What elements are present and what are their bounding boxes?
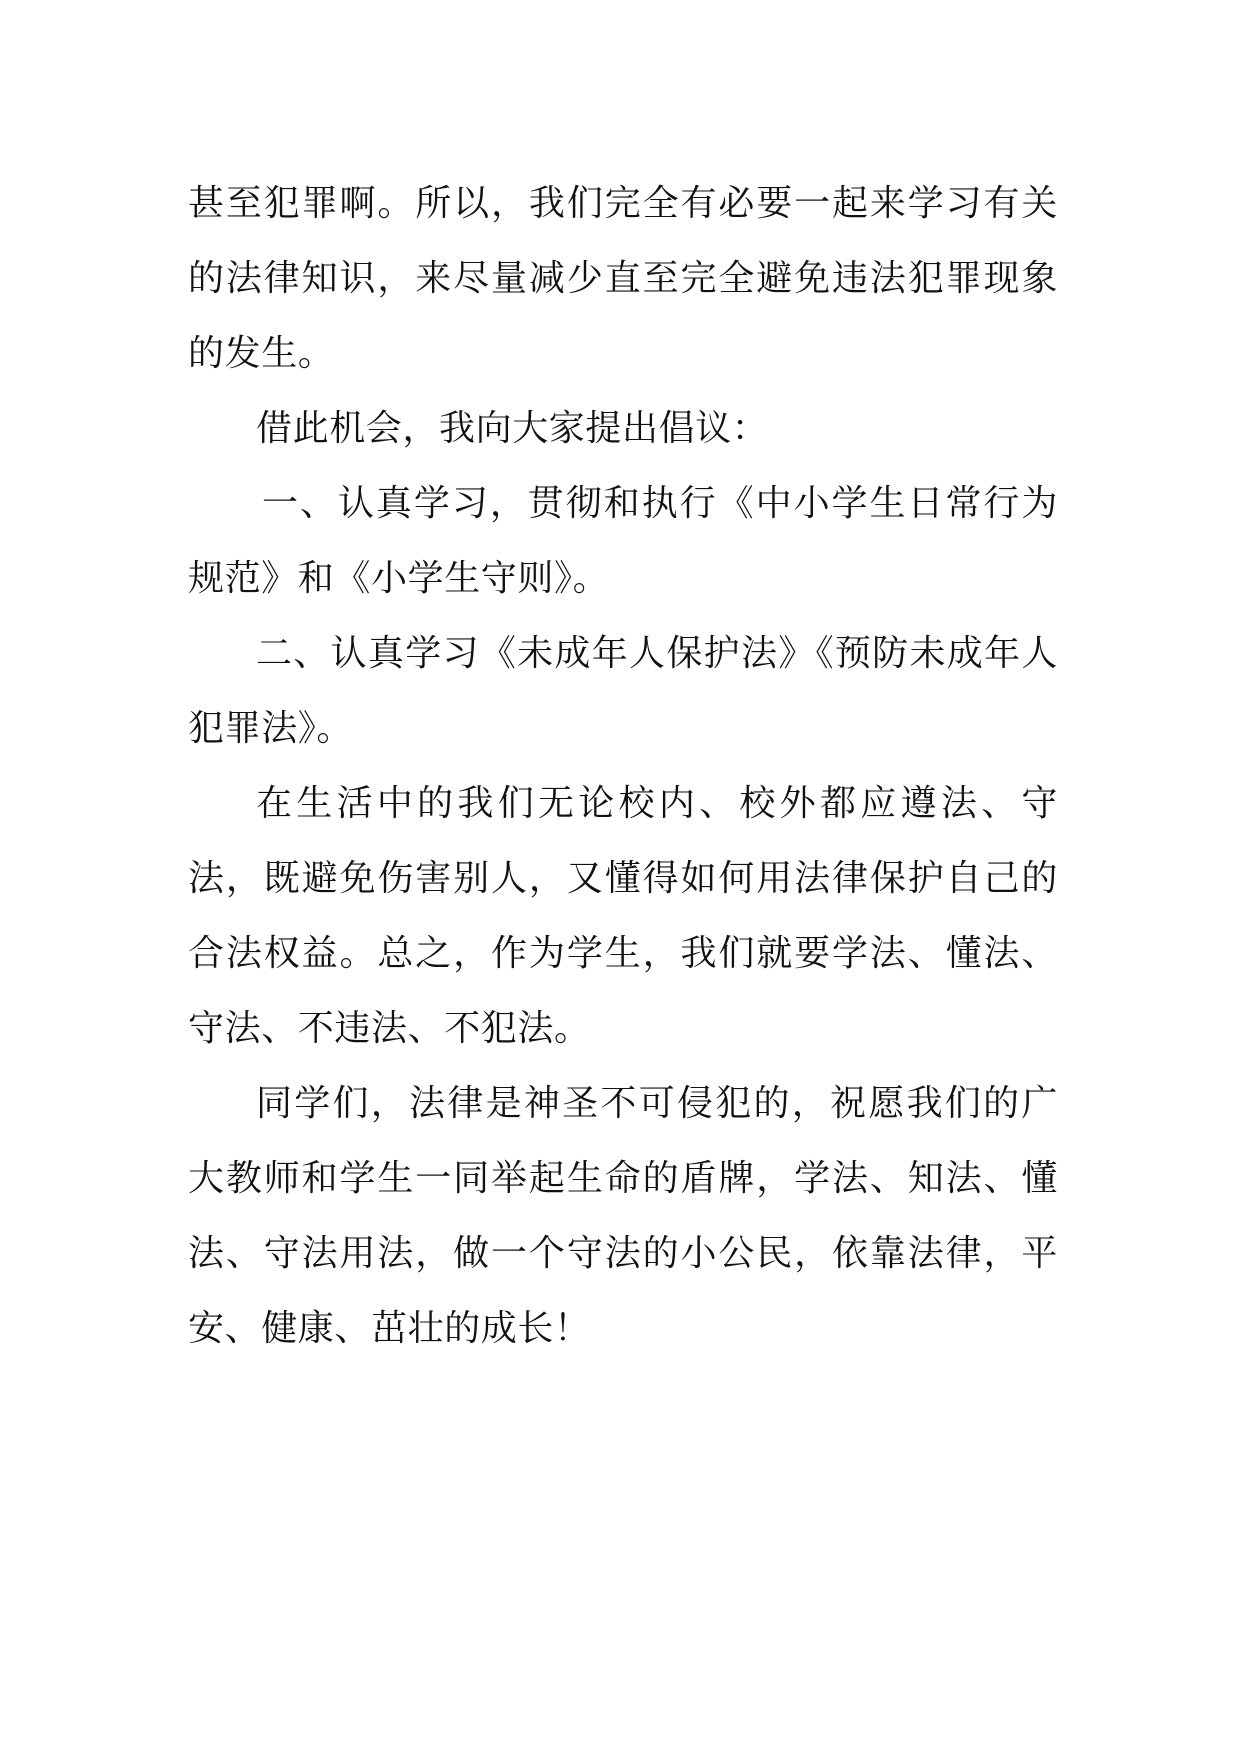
paragraph-closing: 同学们，法律是神圣不可侵犯的，祝愿我们的广大教师和学生一同举起生命的盾牌，学法、知法、懂法、守法用法，做一个守法的小公民，依靠法律，平安、健康、茁壮的成长！ <box>188 1083 1058 1349</box>
paragraph-proposal-intro: 借此机会，我向大家提出倡议： <box>256 408 769 449</box>
paragraph-daily-life: 在生活中的我们无论校内、校外都应遵法、守法，既避免伤害别人，又懂得如何用法律保护自己的合法权益。总之，作为学生，我们就要学法、懂法、守法、不违法、不犯法。 <box>188 783 1058 1049</box>
paragraph-continuation: 甚至犯罪啊。所以，我们完全有必要一起来学习有关的法律知识，来尽量减少直至完全避免违法犯罪现象的发生。 <box>188 183 1058 374</box>
paragraph-proposal-one: 一、认真学习，贯彻和执行《中小学生日常行为规范》和《小学生守则》。 <box>188 483 1058 599</box>
document-body <box>188 166 1058 1366</box>
paragraph-proposal-two: 二、认真学习《未成年人保护法》《预防未成年人犯罪法》。 <box>188 633 1058 749</box>
